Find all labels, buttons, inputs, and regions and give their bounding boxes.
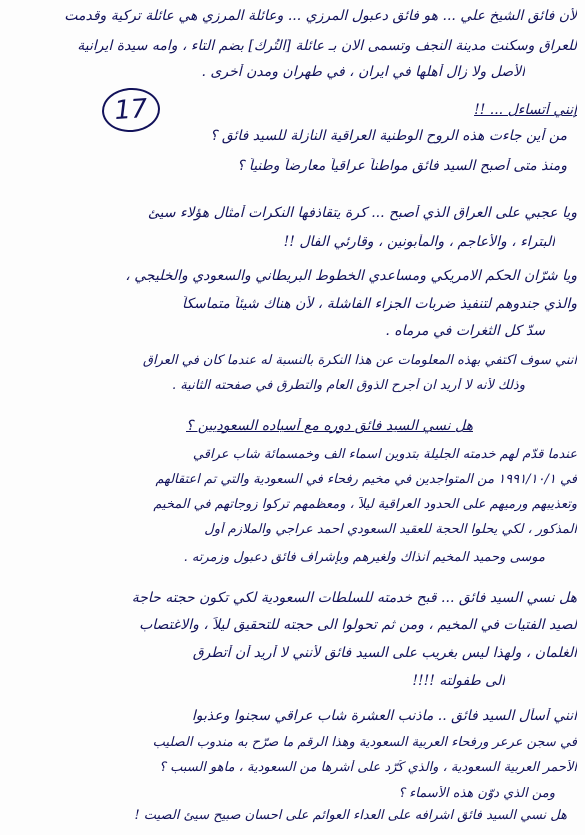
text-line: هل نسي السيد فائق اشرافه على العداء العوائم على احسان صبيح سيئ الصيت ! [134,808,567,823]
text-line: الأحمر العربية السعودية ، والذي كُرّد على أشرها من السعودية ، ماهو السبب ؟ [159,760,577,775]
text-line: وتعذيبهم ورميهم على الحدود العراقية ليلاً ، ومعظمهم تركوا زوجاتهم في المخيم [153,497,577,512]
text-line: الغلمان ، ولهذا ليس بغريب على السيد فائق لأنني لا أريد أن أتطرق [192,645,577,661]
text-line: في سجن عرعر ورفحاء العربية السعودية وهذا الرقم ما صرّح به مندوب الصليب [152,735,577,750]
text-line: للعراق وسكنت مدينة النجف وتسمى الان بـ عائلة [التُرك] بضم التاء ، وامه سيدة ايرانية [77,38,577,54]
text-line: انني أسأل السيد فائق .. ماذنب العشرة شاب عراقي سجنوا وعذبوا [191,708,577,724]
text-line: في ١٩٩١/١٠/١ من المتواجدين في مخيم رفحاء في السعودية والتي تم اعتقالهم [155,472,577,487]
text-line: ومن الذي دوّن هذه الأسماء ؟ [398,786,555,801]
text-line: عندما قدّم لهم خدمته الجليلة بتدوين اسماء الف وخمسمائة شاب عراقي [192,447,577,462]
text-line: ويا عجبي على العراق الذي أصبح ... كرة يتقاذفها النكرات أمثال هؤلاء سيئ [147,205,577,221]
text-line: الى طفولته !!!! [412,673,505,689]
text-line: هل نسي السيد فائق ... قبح خدمته للسلطات السعودية لكي تكون حجته حاجة [131,590,577,606]
text-line: المذكور ، لكي يحلوا الحجة للعقيد السعودي احمد عراجي والملازم أول [204,522,577,537]
text-line: لصيد الفتيات في المخيم ، ومن ثم تحولوا الى حجته للتحقيق ليلاً ، والاغتصاب [139,617,577,633]
text-line: سدّ كل الثغرات في مرماه . [385,323,545,339]
text-line: ومنذ متى أصبح السيد فائق مواطناً عراقياً معارضاً وطنياً ؟ [237,158,567,174]
text-line: والذي جندوهم لتنفيذ ضربات الجزاء الفاشلة ، لأن هناك شيئاً متماسكاً [182,296,577,312]
text-line: البتراء ، والأعاجم ، والمأبونين ، وقارئي الفال !! [283,234,555,250]
text-line: من أين جاءت هذه الروح الوطنية العراقية النازلة للسيد فائق ؟ [209,128,567,144]
text-line: هل نسي السيد فائق دوره مع أسياده السعوديين ؟ [185,418,473,434]
text-line: إنني أتساءل ... !! [474,102,577,118]
text-line: موسى وحميد المخيم آنذاك ولغيرهم وبإشراف فائق دعبول وزمرته . [183,550,545,565]
text-line: انني سوف اكتفي بهذه المعلومات عن هذا النكرة بالنسبة له عندما كان في العراق [142,353,577,368]
page-number-circle: 17 [101,86,162,134]
text-line: لأن فائق الشيخ علي ... هو فائق دعبول المرزي ... وعائلة المرزي هي عائلة تركية وقدمت [64,8,577,24]
text-line: ويا شرّان الحكم الامريكي ومساعدي الخطوط البريطاني والسعودي والخليجي ، [125,268,577,284]
text-line: وذلك لأنه لا أريد ان أجرح الذوق العام والتطرق في صفحته الثانية . [171,378,525,393]
text-line: الأصل ولا زال أهلها في ايران ، في طهران ومدن أخرى . [201,64,525,80]
